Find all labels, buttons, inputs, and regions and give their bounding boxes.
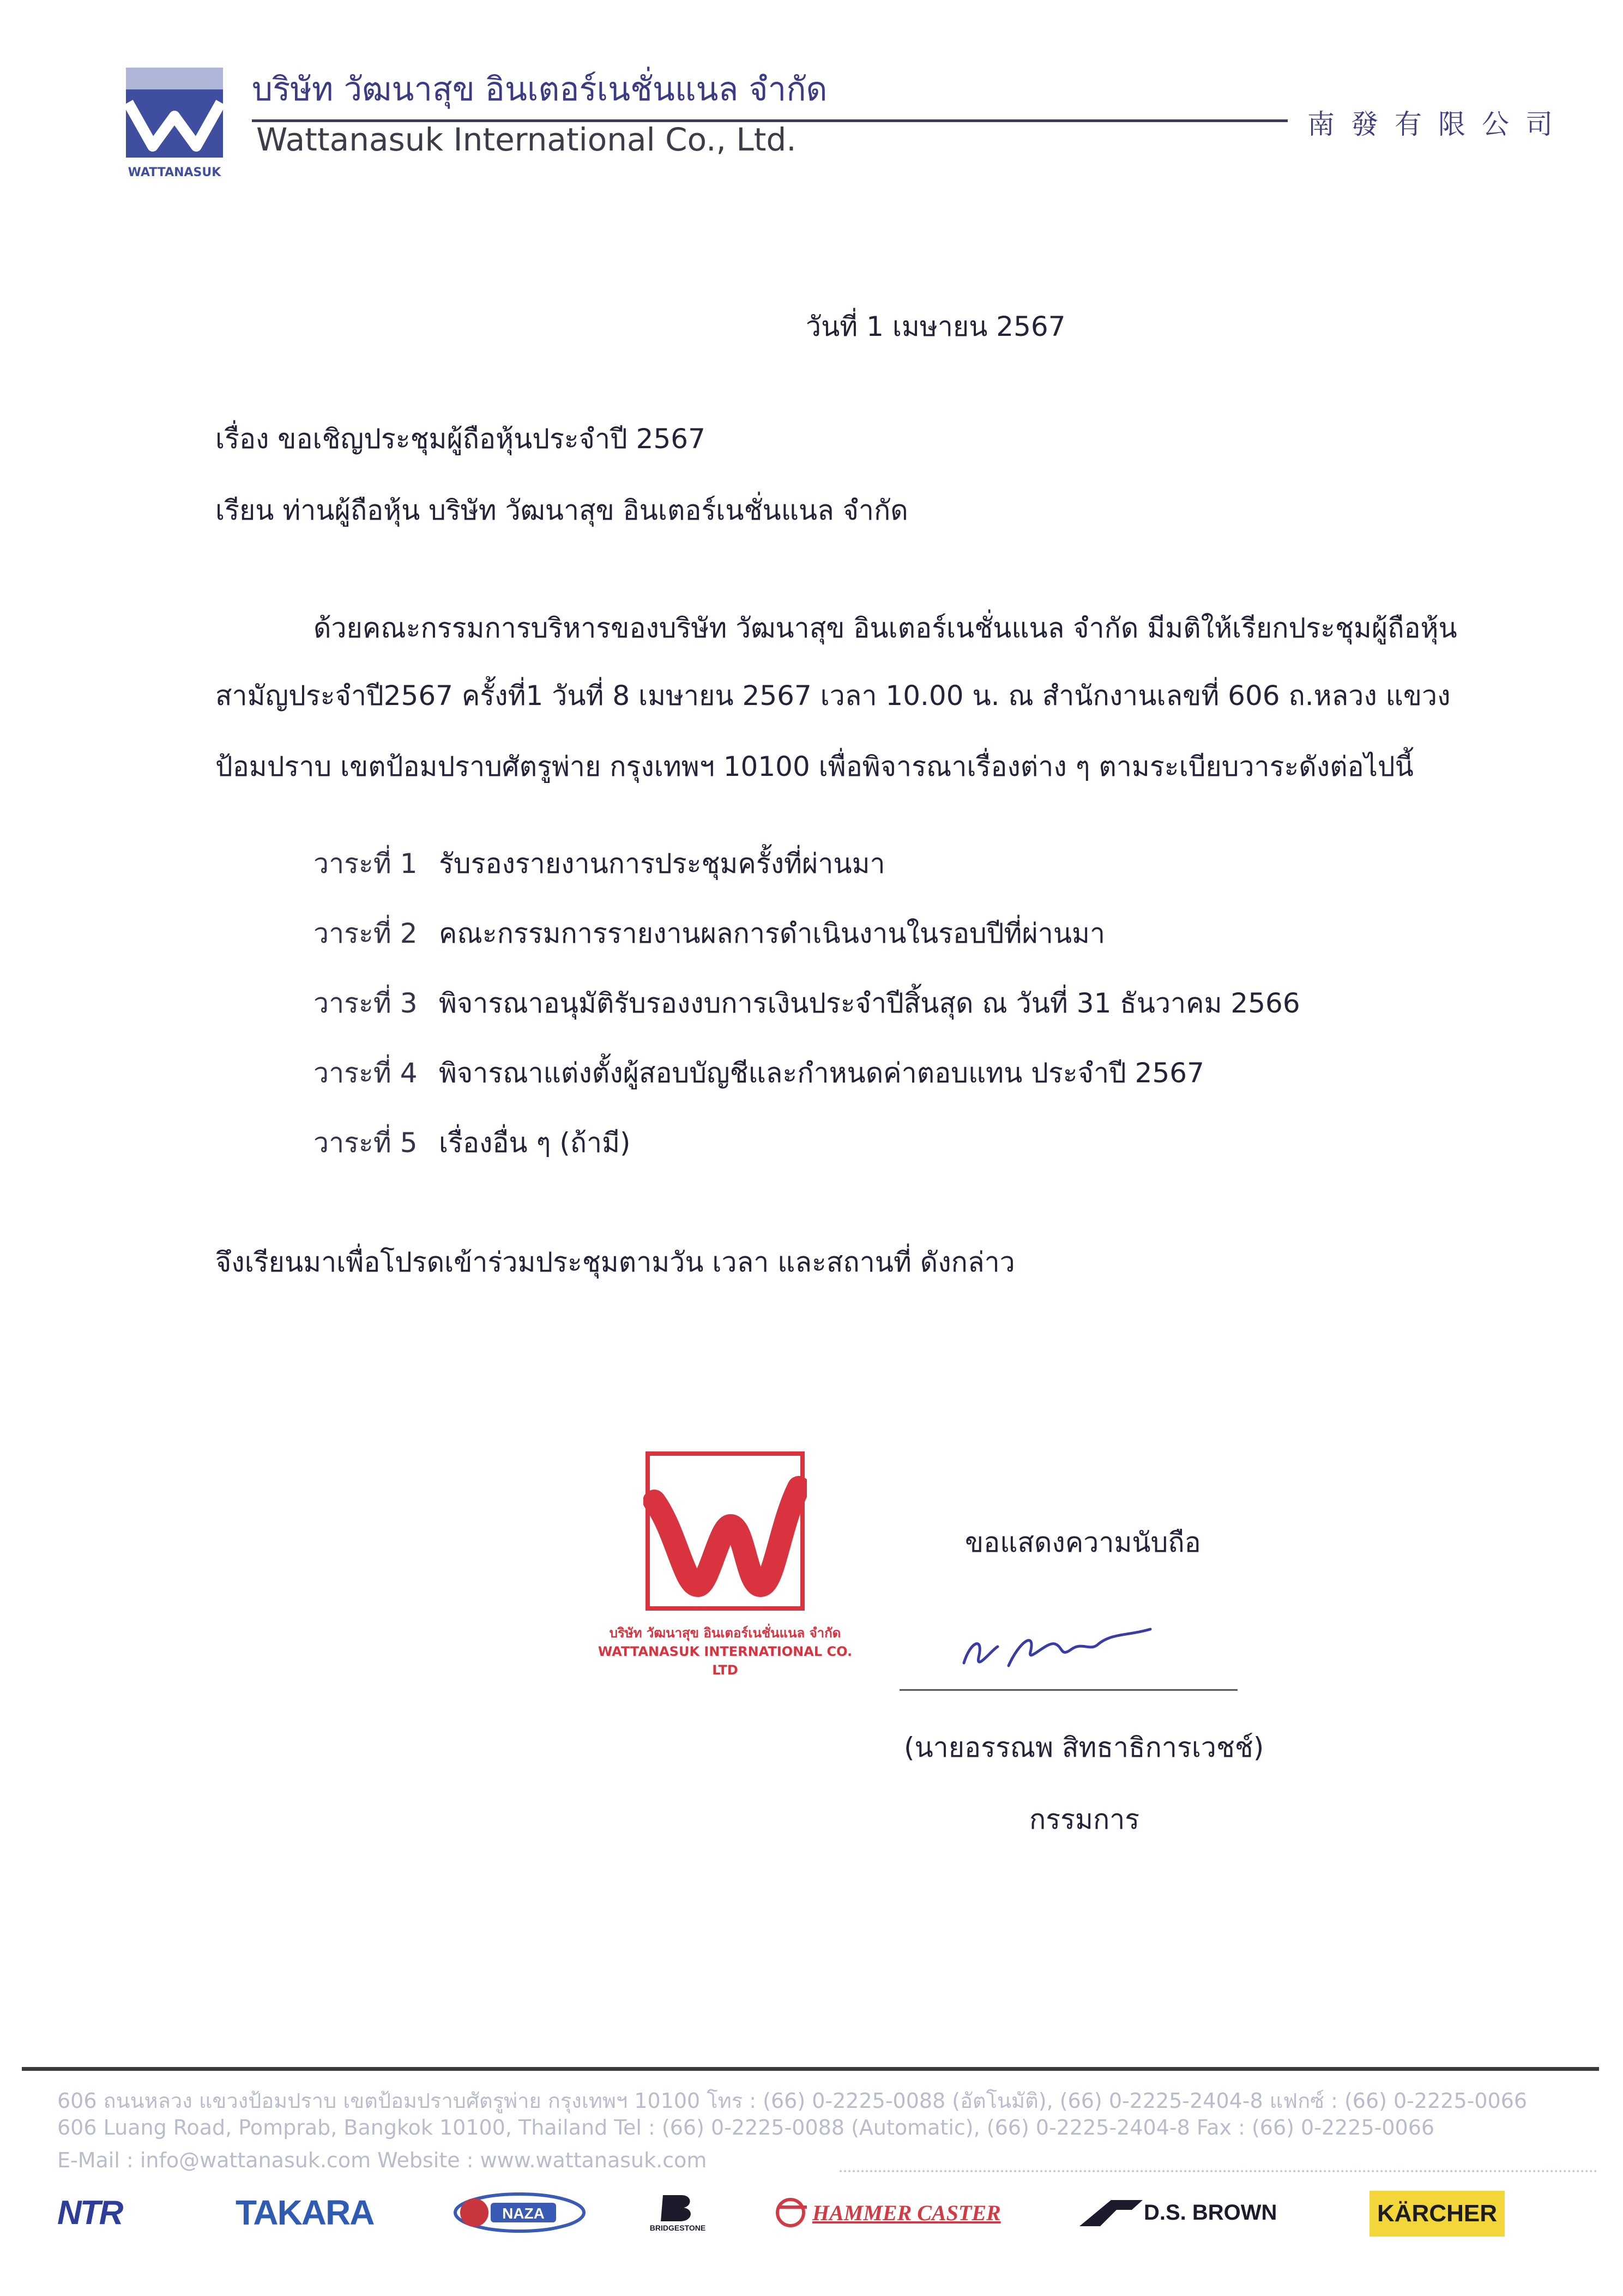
agenda-text: พิจารณาแต่งตั้งผู้สอบบัญชีและกำหนดค่าตอบแทน ประจำปี 2567 [439,1057,1204,1089]
naza-text: NAZA [502,2205,545,2222]
agenda-number: วาระที่ 1 [313,848,418,879]
hammer-caster-text: HAMMER CASTER [812,2200,1001,2225]
footer-address-english: 606 Luang Road, Pomprab, Bangkok 10100, Thailand Tel : (66) 0-2225-0088 (Automatic), (66) 0-2225-2404-8 Fax : (66) 0-2225-0066 [57,2116,1435,2140]
brand-bridgestone-logo [642,2191,713,2234]
letter-date: วันที่ 1 เมษายน 2567 [806,311,1066,342]
agenda-item [313,912,1300,982]
agenda-number: วาระที่ 2 [313,918,418,949]
seal-caption [589,1624,861,1679]
brand-ntr-logo: NTR [57,2193,122,2232]
paragraph-line-1: ด้วยคณะกรรมการบริหารของบริษัท วัฒนาสุข อินเตอร์เนชั่นแนล จำกัด มีมติให้เรียกประชุมผู้ถือหุ้น [313,612,1457,644]
bridgestone-b-mark [659,2193,697,2223]
brand-karcher-logo: KÄRCHER [1369,2191,1505,2237]
company-name-english: Wattanasuk International Co., Ltd. [256,121,797,158]
regards-text: ขอแสดงความนับถือ [965,1527,1201,1558]
seal-caption-thai: บริษัท วัฒนาสุข อินเตอร์เนชั่นแนล จำกัด [609,1625,841,1641]
brand-ds-brown-logo [1078,2191,1277,2234]
handwritten-signature [954,1619,1161,1679]
naza-emblem [451,2191,588,2234]
company-name-thai: บริษัท วัฒนาสุข อินเตอร์เนชั่นแนล จำกัด [252,70,828,109]
hammer-caster-emblem [774,2196,812,2229]
ds-brown-text: D.S. BROWN [1144,2200,1277,2225]
company-logo [123,64,226,182]
brand-hammer-caster-logo [774,2191,1001,2234]
closing-sentence: จึงเรียนมาเพื่อโปรดเข้าร่วมประชุมตามวัน เวลา และสถานที่ ดังกล่าว [215,1246,1015,1278]
footer-contact: E-Mail : info@wattanasuk.com Website : www.wattanasuk.com [57,2148,707,2172]
logo-top-band [126,68,223,89]
logo-caption: WATTANASUK [128,166,221,179]
paragraph-line-3: ป้อมปราบ เขตป้อมปราบศัตรูพ่าย กรุงเทพฯ 10100 เพื่อพิจารณาเรื่องต่าง ๆ ตามระเบียบวาระดังต่อไปนี้ [215,751,1414,782]
agenda-item [313,1122,1300,1191]
agenda-item [313,982,1300,1052]
footer-divider [22,2067,1599,2071]
footer-dotted-rule [840,2170,1597,2172]
letter-subject: เรื่อง ขอเชิญประชุมผู้ถือหุ้นประจำปี 2567 [215,423,705,455]
signature-line [900,1689,1238,1691]
signer-name: (นายอรรณพ สิทธาธิการเวชช์) [904,1732,1264,1763]
paragraph-line-2: สามัญประจำปี2567 ครั้งที่1 วันที่ 8 เมษายน 2567 เวลา 10.00 น. ณ สำนักงานเลขที่ 606 ถ.หลวง แขวง [215,680,1451,712]
agenda-number: วาระที่ 4 [313,1057,418,1089]
signer-title: กรรมการ [1029,1804,1140,1835]
agenda-item [313,1052,1300,1122]
agenda-text: เรื่องอื่น ๆ (ถ้ามี) [439,1127,631,1159]
ds-brown-emblem [1078,2193,1144,2232]
agenda-text: คณะกรรมการรายงานผลการดำเนินงานในรอบปีที่ผ่านมา [439,918,1106,949]
company-name-chinese: 南發有限公司 [1307,109,1569,140]
agenda-text: รับรองรายงานการประชุมครั้งที่ผ่านมา [439,848,885,879]
seal-caption-english: WATTANASUK INTERNATIONAL CO. LTD [598,1644,853,1678]
agenda-item [313,842,1300,912]
agenda-text: พิจารณาอนุมัติรับรองงบการเงินประจำปีสิ้นสุด ณ วันที่ 31 ธันวาคม 2566 [439,987,1300,1019]
footer-address-thai: 606 ถนนหลวง แขวงป้อมปราบ เขตป้อมปราบศัตรูพ่าย กรุงเทพฯ 10100 โทร : (66) 0-2225-0088 (อัตโนมัติ), (66) 0-2225-2404-8 แฟกซ์ : (66) 0-2225-0066 [57,2089,1528,2113]
seal-w-mark [654,1487,799,1586]
agenda-number: วาระที่ 3 [313,987,418,1019]
company-seal-stamp [643,1449,807,1613]
brand-naza-logo [451,2191,588,2234]
letter-recipient: เรียน ท่านผู้ถือหุ้น บริษัท วัฒนาสุข อินเตอร์เนชั่นแนล จำกัด [215,495,908,526]
agenda-number: วาระที่ 5 [313,1127,418,1159]
agenda-list [313,842,1300,1191]
bridgestone-text: BRIDGESTONE [649,2223,706,2232]
brand-takara-logo: TAKARA [236,2193,374,2232]
